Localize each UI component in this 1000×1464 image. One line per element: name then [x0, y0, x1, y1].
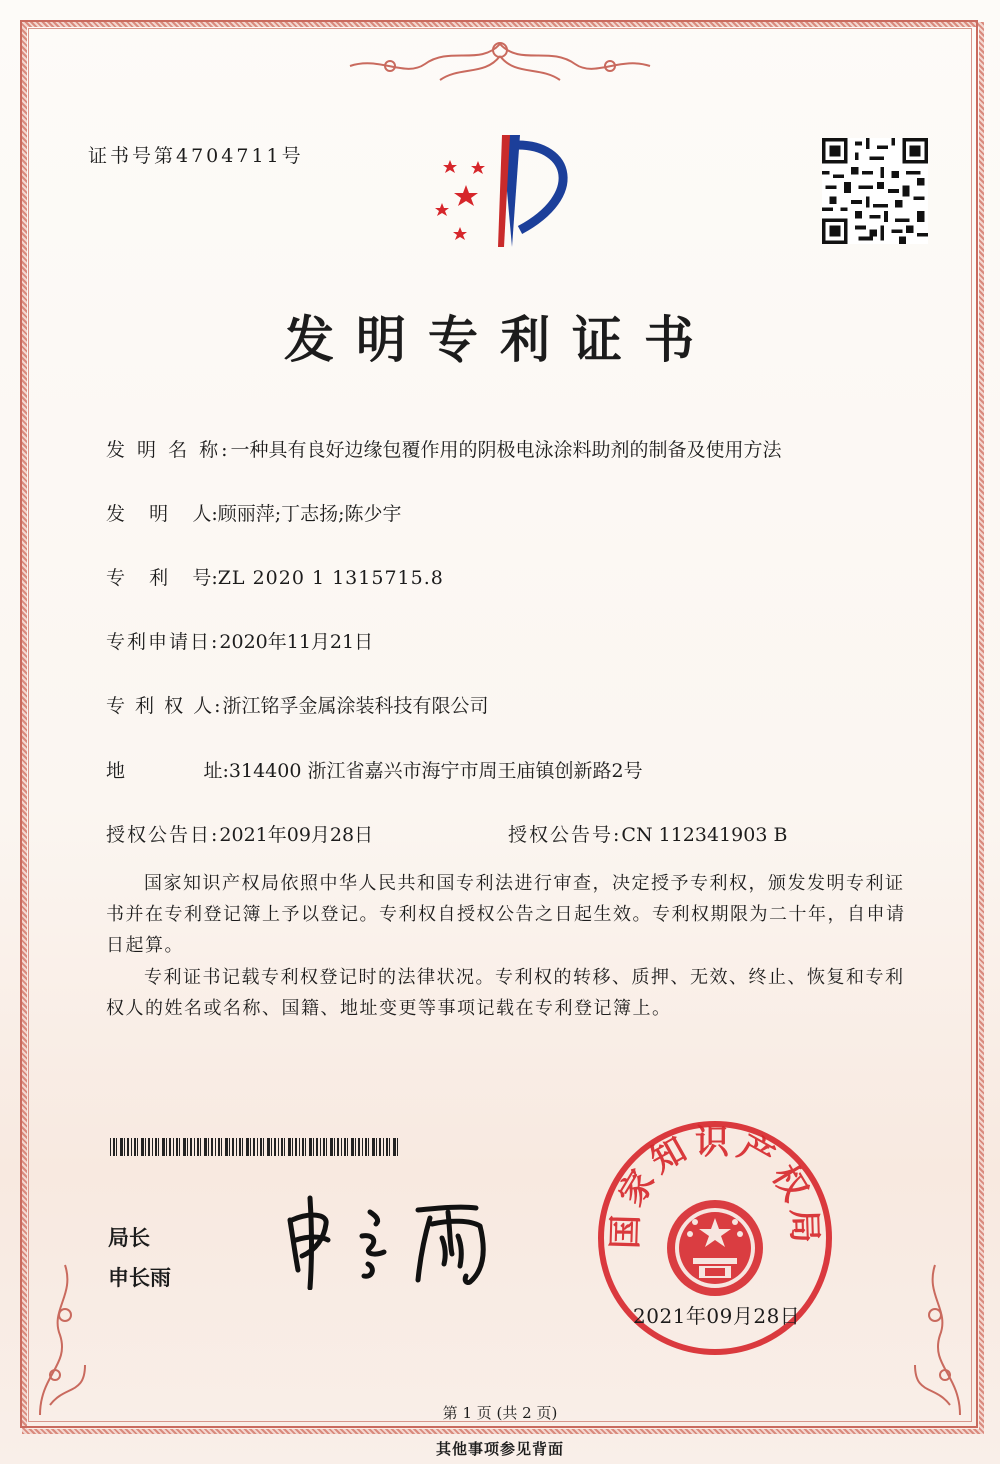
handwritten-signature	[280, 1190, 520, 1290]
patent-number-value: ZL 2020 1 1315715.8	[217, 567, 444, 589]
filing-date-value: 2020年11月21日	[219, 631, 374, 653]
cnipa-logo-icon	[420, 135, 590, 255]
grant-number-row	[508, 820, 787, 847]
invention-name-value: 一种具有良好边缘包覆作用的阴极电泳涂料助剂的制备及使用方法	[230, 439, 782, 461]
bottom-left-ornament	[30, 1255, 100, 1425]
address-value: 314400 浙江省嘉兴市海宁市周王庙镇创新路2号	[228, 760, 643, 782]
legal-status-paragraph: 专利证书记载专利权登记时的法律状况。专利权的转移、质押、无效、终止、恢复和专利权人的姓名或名称、国籍、地址变更等事项记载在专利登记簿上。	[106, 967, 905, 1019]
back-page-note: 其他事项参见背面	[435, 1440, 564, 1458]
address-label: 地 址:	[106, 760, 229, 782]
inventors-label: 发 明 人:	[106, 503, 218, 525]
patentee-value: 浙江铭孚金属涂装科技有限公司	[222, 695, 489, 717]
patent-number-label: 专 利 号:	[106, 567, 218, 589]
top-ornament	[330, 36, 670, 96]
grant-date-label: 授权公告日:	[106, 824, 220, 846]
grant-statement-paragraph: 国家知识产权局依照中华人民共和国专利法进行审查，决定授予专利权，颁发发明专利证书并在专利登记簿上予以登记。专利权自授权公告之日起生效。专利权期限为二十年，自申请日起算。	[106, 873, 906, 956]
seal-text: 国家知识产权局	[605, 1122, 825, 1250]
signatory-name: 申长雨	[108, 1266, 171, 1290]
bottom-right-ornament	[900, 1255, 970, 1425]
invention-name-label: 发 明 名 称:	[106, 439, 231, 461]
inventors-value: 顾丽萍;丁志扬;陈少宇	[217, 503, 402, 525]
address-row	[106, 756, 643, 783]
signatory-title: 局长	[108, 1226, 150, 1250]
page-number: 第 1 页 (共 2 页)	[442, 1404, 558, 1422]
inventors-row	[106, 499, 402, 526]
filing-date-row	[106, 627, 373, 654]
seal-date: 2021年09月28日	[633, 1304, 801, 1328]
grant-number-label: 授权公告号:	[508, 824, 622, 846]
patentee-label: 专 利 权 人:	[106, 695, 223, 717]
certificate-title: 发明专利证书	[284, 310, 716, 369]
invention-name-row	[106, 435, 782, 462]
grant-date-value: 2021年09月28日	[219, 824, 374, 846]
barcode-icon	[110, 1138, 405, 1156]
grant-number-value: CN 112341903 B	[621, 824, 788, 846]
filing-date-label: 专利申请日:	[106, 631, 220, 653]
grant-date-row	[106, 820, 373, 847]
certificate-number: 证书号第4704711号	[88, 145, 304, 167]
qr-code-icon	[822, 138, 928, 244]
patent-number-row	[106, 563, 444, 590]
patentee-row	[106, 691, 489, 718]
